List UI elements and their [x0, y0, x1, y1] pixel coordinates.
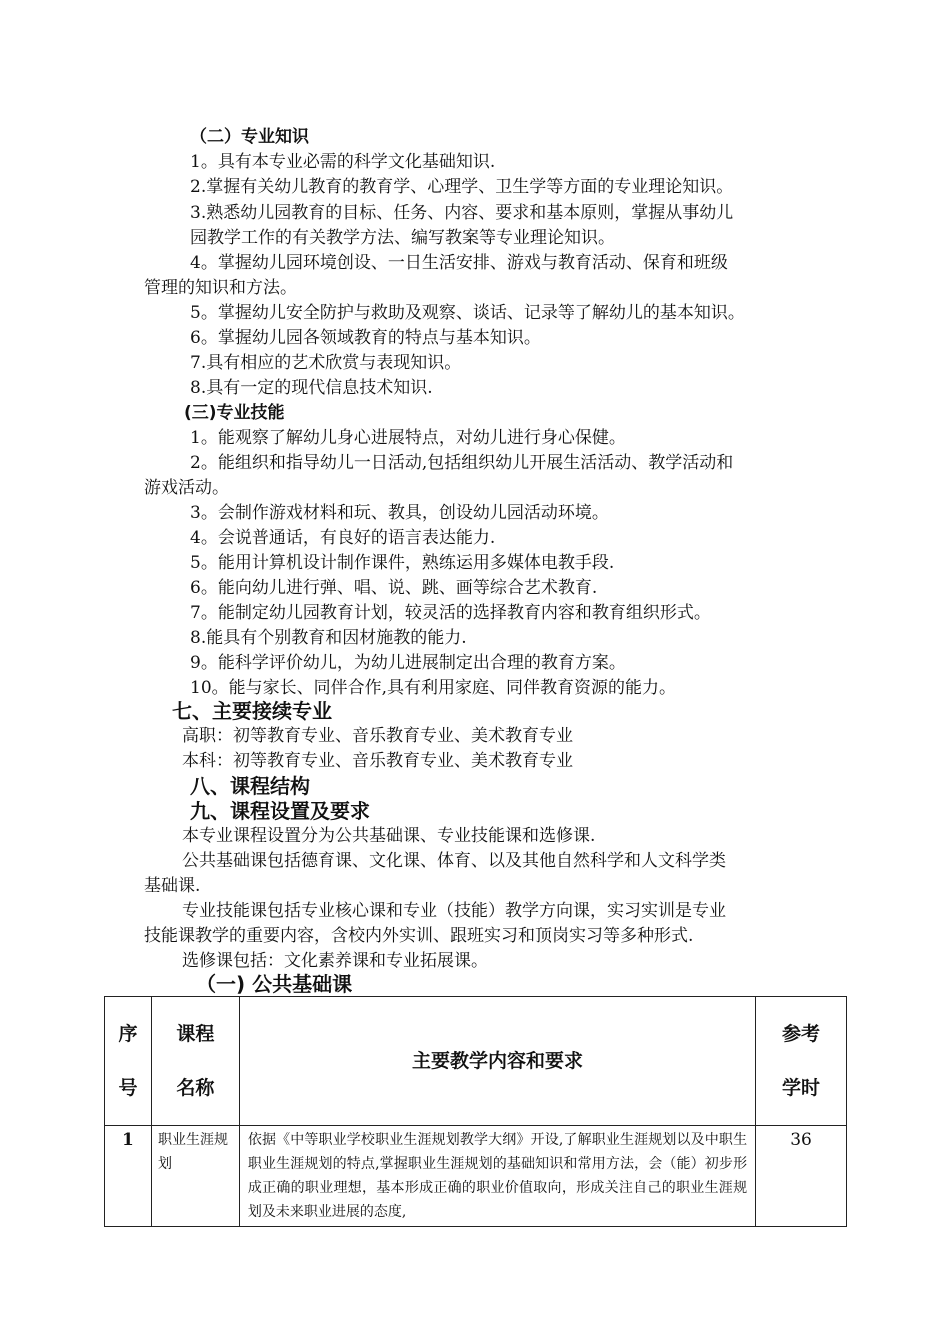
text-line: 选修课包括：文化素养课和专业拓展课。 — [182, 951, 488, 971]
header-course-name — [151, 997, 239, 1126]
header-name-bottom: 名称 — [176, 1077, 215, 1099]
section-heading-course-structure: 八、课程结构 — [190, 774, 310, 798]
text-line: 7。能制定幼儿园教育计划，较灵活的选择教育内容和教育组织形式。 — [190, 603, 711, 623]
text-line: 管理的知识和方法。 — [144, 278, 297, 298]
text-line: 1。能观察了解幼儿身心进展特点，对幼儿进行身心保健。 — [190, 428, 626, 448]
text-line: 本科：初等教育专业、音乐教育专业、美术教育专业 — [182, 751, 573, 771]
header-seq — [105, 997, 152, 1126]
header-seq-top: 序 — [118, 1023, 138, 1045]
header-seq-bottom: 号 — [118, 1077, 138, 1099]
text-line: 2.掌握有关幼儿教育的教育学、心理学、卫生学等方面的专业理论知识。 — [190, 177, 734, 197]
text-line: 5。掌握幼儿安全防护与救助及观察、谈话、记录等了解幼儿的基本知识。 — [190, 303, 745, 323]
row-course-name: 职业生涯规划 — [151, 1126, 239, 1227]
header-hours-top: 参考 — [782, 1023, 821, 1045]
text-line: 专业技能课包括专业核心课和专业（技能）教学方向课，实习实训是专业 — [182, 901, 726, 921]
text-line: 技能课教学的重要内容，含校内外实训、跟班实习和顶岗实习等多种形式. — [144, 926, 694, 946]
text-line: 高职：初等教育专业、音乐教育专业、美术教育专业 — [182, 726, 573, 746]
text-line: 8.能具有个别教育和因材施教的能力. — [190, 628, 467, 648]
section-heading-professional-knowledge: （二）专业知识 — [190, 127, 309, 147]
text-line: 5。能用计算机设计制作课件，熟练运用多媒体电教手段. — [190, 553, 615, 573]
table-header-row — [105, 997, 847, 1126]
text-line: 4。会说普通话，有良好的语言表达能力. — [190, 528, 496, 548]
text-line: 2。能组织和指导幼儿一日活动,包括组织幼儿开展生活活动、教学活动和 — [190, 453, 734, 473]
text-line: 10。能与家长、同伴合作,具有利用家庭、同伴教育资源的能力。 — [190, 678, 677, 698]
row-description: 依据《中等职业学校职业生涯规划教学大纲》开设,了解职业生涯规划以及中职生职业生涯规划的特点,掌握职业生涯规划的基础知识和常用方法，会（能）初步形成正确的职业理想，基本形成正确的职业价值取向，形成关注自己的职业生涯规划及未来职业进展的态度, — [239, 1126, 755, 1227]
header-name-top: 课程 — [176, 1023, 215, 1045]
text-line: 9。能科学评价幼儿，为幼儿进展制定出合理的教育方案。 — [190, 653, 626, 673]
text-line: 3。会制作游戏材料和玩、教具，创设幼儿园活动环境。 — [190, 503, 609, 523]
text-line: 4。掌握幼儿园环境创设、一日生活安排、游戏与教育活动、保育和班级 — [190, 253, 728, 273]
section-heading-professional-skills: (三)专业技能 — [184, 403, 285, 423]
row-hours: 36 — [756, 1126, 847, 1227]
text-line: 基础课. — [144, 876, 201, 896]
text-line: 本专业课程设置分为公共基础课、专业技能课和选修课. — [182, 826, 596, 846]
text-line: 6。能向幼儿进行弹、唱、说、跳、画等综合艺术教育. — [190, 578, 598, 598]
text-line: 公共基础课包括德育课、文化课、体育、以及其他自然科学和人文科学类 — [182, 851, 726, 871]
text-line: 1。具有本专业必需的科学文化基础知识. — [190, 152, 496, 172]
header-hours-bottom: 学时 — [782, 1077, 821, 1099]
row-number: 1 — [105, 1126, 152, 1227]
text-line: 6。掌握幼儿园各领域教育的特点与基本知识。 — [190, 328, 541, 348]
section-heading-course-settings: 九、课程设置及要求 — [190, 799, 370, 823]
section-heading-public-courses: （一) 公共基础课 — [196, 972, 353, 996]
table-row — [105, 1126, 847, 1227]
course-table — [104, 996, 847, 1227]
text-line: 游戏活动。 — [144, 478, 229, 498]
text-line: 园教学工作的有关教学方法、编写教案等专业理论知识。 — [190, 228, 615, 248]
header-hours — [756, 997, 847, 1126]
section-heading-continuing-majors: 七、主要接续专业 — [172, 699, 332, 723]
text-line: 8.具有一定的现代信息技术知识. — [190, 378, 433, 398]
text-line: 3.熟悉幼儿园教育的目标、任务、内容、要求和基本原则，掌握从事幼儿 — [190, 203, 734, 223]
text-line: 7.具有相应的艺术欣赏与表现知识。 — [190, 353, 462, 373]
header-content: 主要教学内容和要求 — [239, 997, 755, 1126]
